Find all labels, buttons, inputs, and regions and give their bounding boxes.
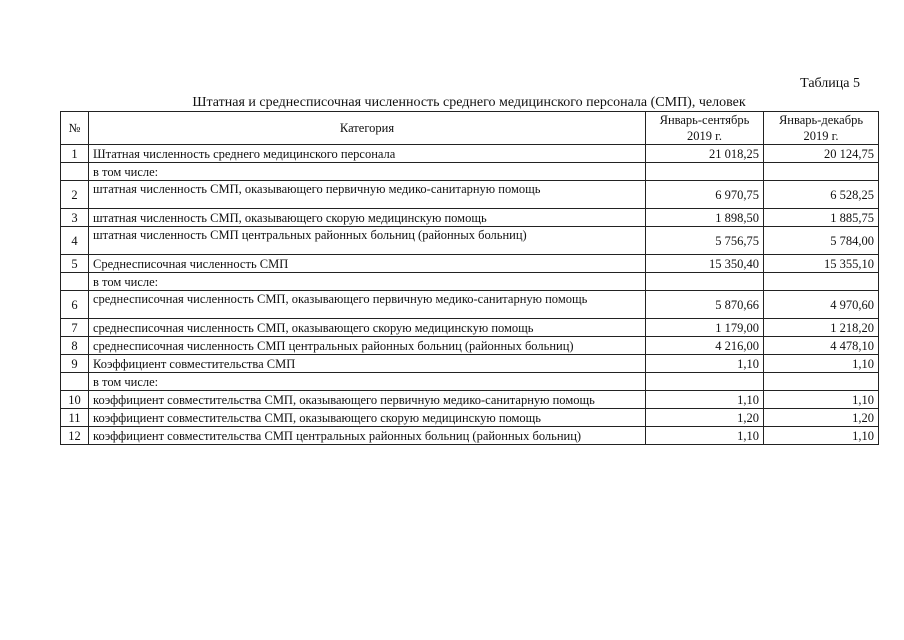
row-jan-dec-value-cell: 1 885,75 bbox=[764, 209, 879, 227]
row-number-cell: 8 bbox=[61, 337, 89, 355]
row-jan-sep-value-cell bbox=[646, 163, 764, 181]
table-row bbox=[61, 227, 879, 255]
row-jan-sep-value-cell: 6 970,75 bbox=[646, 181, 764, 209]
row-number-cell: 5 bbox=[61, 255, 89, 273]
row-jan-sep-value-cell bbox=[646, 373, 764, 391]
row-jan-sep-value-cell: 5 870,66 bbox=[646, 291, 764, 319]
row-number-cell: 12 bbox=[61, 427, 89, 445]
header-jan-dec-2019: Январь-декабрь 2019 г. bbox=[764, 112, 879, 145]
table-row bbox=[61, 337, 879, 355]
header-jan-sep-2019: Январь-сентябрь 2019 г. bbox=[646, 112, 764, 145]
table-row bbox=[61, 163, 879, 181]
row-jan-dec-value-cell: 5 784,00 bbox=[764, 227, 879, 255]
table-row bbox=[61, 145, 879, 163]
row-number-cell: 4 bbox=[61, 227, 89, 255]
row-jan-dec-value-cell: 1,10 bbox=[764, 391, 879, 409]
row-jan-sep-value-cell: 4 216,00 bbox=[646, 337, 764, 355]
table-body bbox=[61, 145, 879, 445]
row-category-cell: Среднесписочная численность СМП bbox=[89, 255, 646, 273]
row-number-cell: 2 bbox=[61, 181, 89, 209]
row-jan-sep-value-cell: 15 350,40 bbox=[646, 255, 764, 273]
row-category-cell: штатная численность СМП, оказывающего первичную медико-санитарную помощь bbox=[89, 181, 646, 209]
row-jan-dec-value-cell: 4 970,60 bbox=[764, 291, 879, 319]
row-category-cell: среднесписочная численность СМП, оказывающего первичную медико-санитарную помощь bbox=[89, 291, 646, 319]
table-number: Таблица 5 bbox=[800, 76, 860, 91]
row-category-cell: коэффициент совместительства СМП центральных районных больниц (районных больниц) bbox=[89, 427, 646, 445]
row-category-cell: штатная численность СМП, оказывающего скорую медицинскую помощь bbox=[89, 209, 646, 227]
row-jan-dec-value-cell: 6 528,25 bbox=[764, 181, 879, 209]
row-jan-dec-value-cell bbox=[764, 273, 879, 291]
row-number-cell: 7 bbox=[61, 319, 89, 337]
row-jan-dec-value-cell: 20 124,75 bbox=[764, 145, 879, 163]
row-jan-sep-value-cell: 1,10 bbox=[646, 391, 764, 409]
row-jan-sep-value-cell: 1,10 bbox=[646, 355, 764, 373]
row-jan-dec-value-cell: 1,20 bbox=[764, 409, 879, 427]
row-jan-sep-value-cell: 1,10 bbox=[646, 427, 764, 445]
table-row bbox=[61, 355, 879, 373]
row-jan-sep-value-cell: 1,20 bbox=[646, 409, 764, 427]
row-category-cell: коэффициент совместительства СМП, оказывающего скорую медицинскую помощь bbox=[89, 409, 646, 427]
row-category-cell: Штатная численность среднего медицинского персонала bbox=[89, 145, 646, 163]
row-jan-sep-value-cell: 5 756,75 bbox=[646, 227, 764, 255]
table-row bbox=[61, 255, 879, 273]
row-jan-dec-value-cell: 1 218,20 bbox=[764, 319, 879, 337]
row-number-cell bbox=[61, 373, 89, 391]
row-jan-sep-value-cell: 1 898,50 bbox=[646, 209, 764, 227]
row-number-cell bbox=[61, 273, 89, 291]
row-category-cell: в том числе: bbox=[89, 373, 646, 391]
table-row bbox=[61, 273, 879, 291]
row-number-cell: 6 bbox=[61, 291, 89, 319]
row-jan-sep-value-cell: 21 018,25 bbox=[646, 145, 764, 163]
row-category-cell: среднесписочная численность СМП центральных районных больниц (районных больниц) bbox=[89, 337, 646, 355]
header-number: № bbox=[61, 112, 89, 145]
row-jan-dec-value-cell bbox=[764, 373, 879, 391]
row-number-cell bbox=[61, 163, 89, 181]
row-jan-dec-value-cell: 15 355,10 bbox=[764, 255, 879, 273]
row-number-cell: 9 bbox=[61, 355, 89, 373]
table-row bbox=[61, 427, 879, 445]
table-row bbox=[61, 391, 879, 409]
row-number-cell: 10 bbox=[61, 391, 89, 409]
row-category-cell: штатная численность СМП центральных районных больниц (районных больниц) bbox=[89, 227, 646, 255]
row-jan-dec-value-cell bbox=[764, 163, 879, 181]
row-jan-dec-value-cell: 1,10 bbox=[764, 355, 879, 373]
table-row bbox=[61, 181, 879, 209]
staffing-table bbox=[60, 111, 879, 445]
row-jan-sep-value-cell: 1 179,00 bbox=[646, 319, 764, 337]
table-row bbox=[61, 373, 879, 391]
header-category: Категория bbox=[89, 112, 646, 145]
table-row bbox=[61, 409, 879, 427]
row-jan-dec-value-cell: 1,10 bbox=[764, 427, 879, 445]
table-row bbox=[61, 319, 879, 337]
row-jan-sep-value-cell bbox=[646, 273, 764, 291]
row-number-cell: 3 bbox=[61, 209, 89, 227]
table-header-row bbox=[61, 112, 879, 145]
row-jan-dec-value-cell: 4 478,10 bbox=[764, 337, 879, 355]
table-row bbox=[61, 209, 879, 227]
row-category-cell: в том числе: bbox=[89, 273, 646, 291]
row-category-cell: Коэффициент совместительства СМП bbox=[89, 355, 646, 373]
row-number-cell: 11 bbox=[61, 409, 89, 427]
row-category-cell: среднесписочная численность СМП, оказывающего скорую медицинскую помощь bbox=[89, 319, 646, 337]
row-number-cell: 1 bbox=[61, 145, 89, 163]
row-category-cell: коэффициент совместительства СМП, оказывающего первичную медико-санитарную помощь bbox=[89, 391, 646, 409]
table-row bbox=[61, 291, 879, 319]
row-category-cell: в том числе: bbox=[89, 163, 646, 181]
document-title: Штатная и среднесписочная численность среднего медицинского персонала (СМП), человек bbox=[192, 95, 746, 110]
